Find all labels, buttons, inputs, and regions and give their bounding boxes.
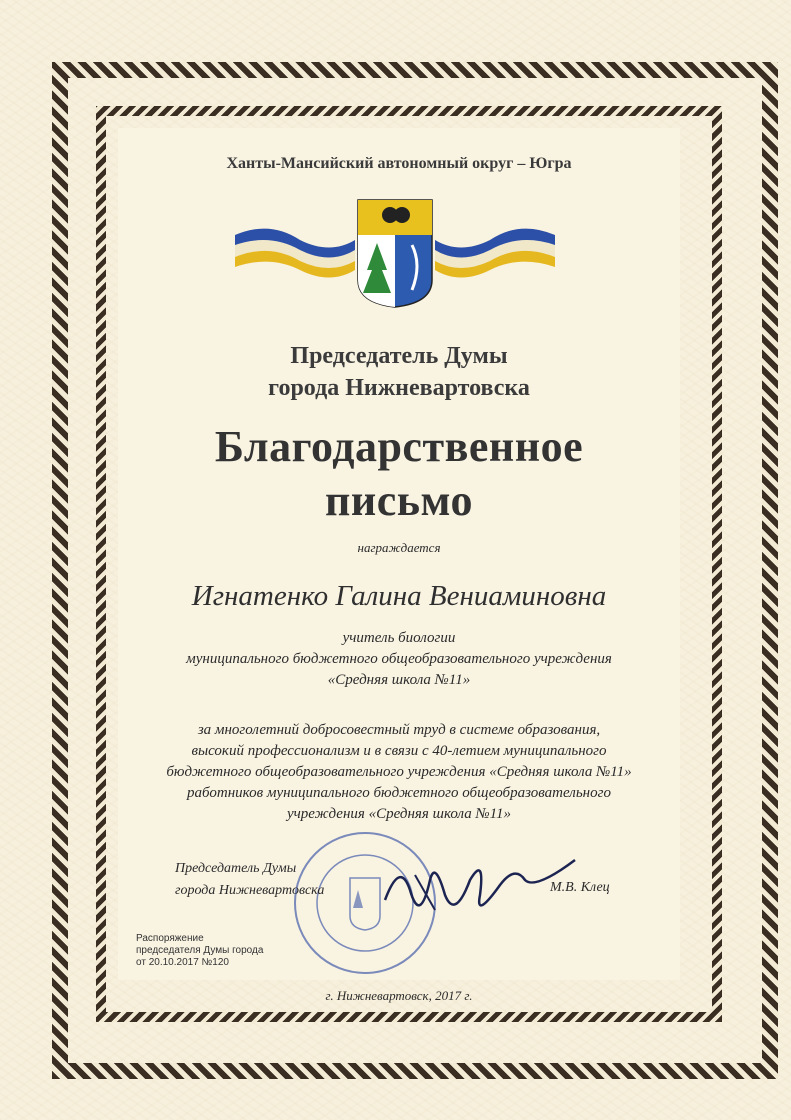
signatory-title-line-1: Председатель Думы: [175, 861, 297, 876]
chairman-heading: [118, 340, 680, 404]
position-line: «Средняя школа №11»: [327, 672, 471, 688]
place-date: г. Нижневартовск, 2017 г.: [325, 988, 473, 1003]
decree-line: от 20.10.2017 №120: [136, 957, 229, 968]
coat-of-arms-with-flags-icon: [230, 195, 560, 310]
position-line: муниципального бюджетного общеобразовательного учреждения: [186, 651, 612, 667]
reason-line: бюджетного общеобразовательного учреждения «Средняя школа №11»: [166, 764, 632, 780]
award-reason: [118, 720, 680, 825]
reason-line: за многолетний добросовестный труд в системе образования,: [197, 722, 601, 738]
decree-reference: [136, 933, 263, 969]
reason-line: работников муниципального бюджетного общеобразовательного: [187, 785, 611, 801]
document-title-line-2: письмо: [325, 476, 473, 525]
signatory-title-line-2: города Нижневартовска: [175, 883, 325, 898]
position-line: учитель биологии: [342, 630, 456, 646]
awarded-label: награждается: [357, 540, 441, 555]
signatory-name: М.В. Клец: [550, 880, 610, 895]
recipient-position: [118, 628, 680, 691]
chairman-title-line-1: Председатель Думы: [290, 343, 508, 369]
reason-line: высокий профессионализм и в связи с 40-летием муниципального: [191, 743, 607, 759]
decree-line: Распоряжение: [136, 933, 204, 944]
reason-line: учреждения «Средняя школа №11»: [286, 806, 512, 822]
chairman-title-line-2: города Нижневартовска: [268, 375, 530, 401]
region-title: Ханты-Мансийский автономный округ – Югра: [226, 155, 572, 172]
document-title: [118, 420, 680, 528]
document-title-line-1: Благодарственное: [214, 422, 584, 471]
recipient-name: Игнатенко Галина Вениаминовна: [191, 580, 607, 612]
signatory-title: [175, 858, 324, 902]
decree-line: председателя Думы города: [136, 945, 264, 956]
